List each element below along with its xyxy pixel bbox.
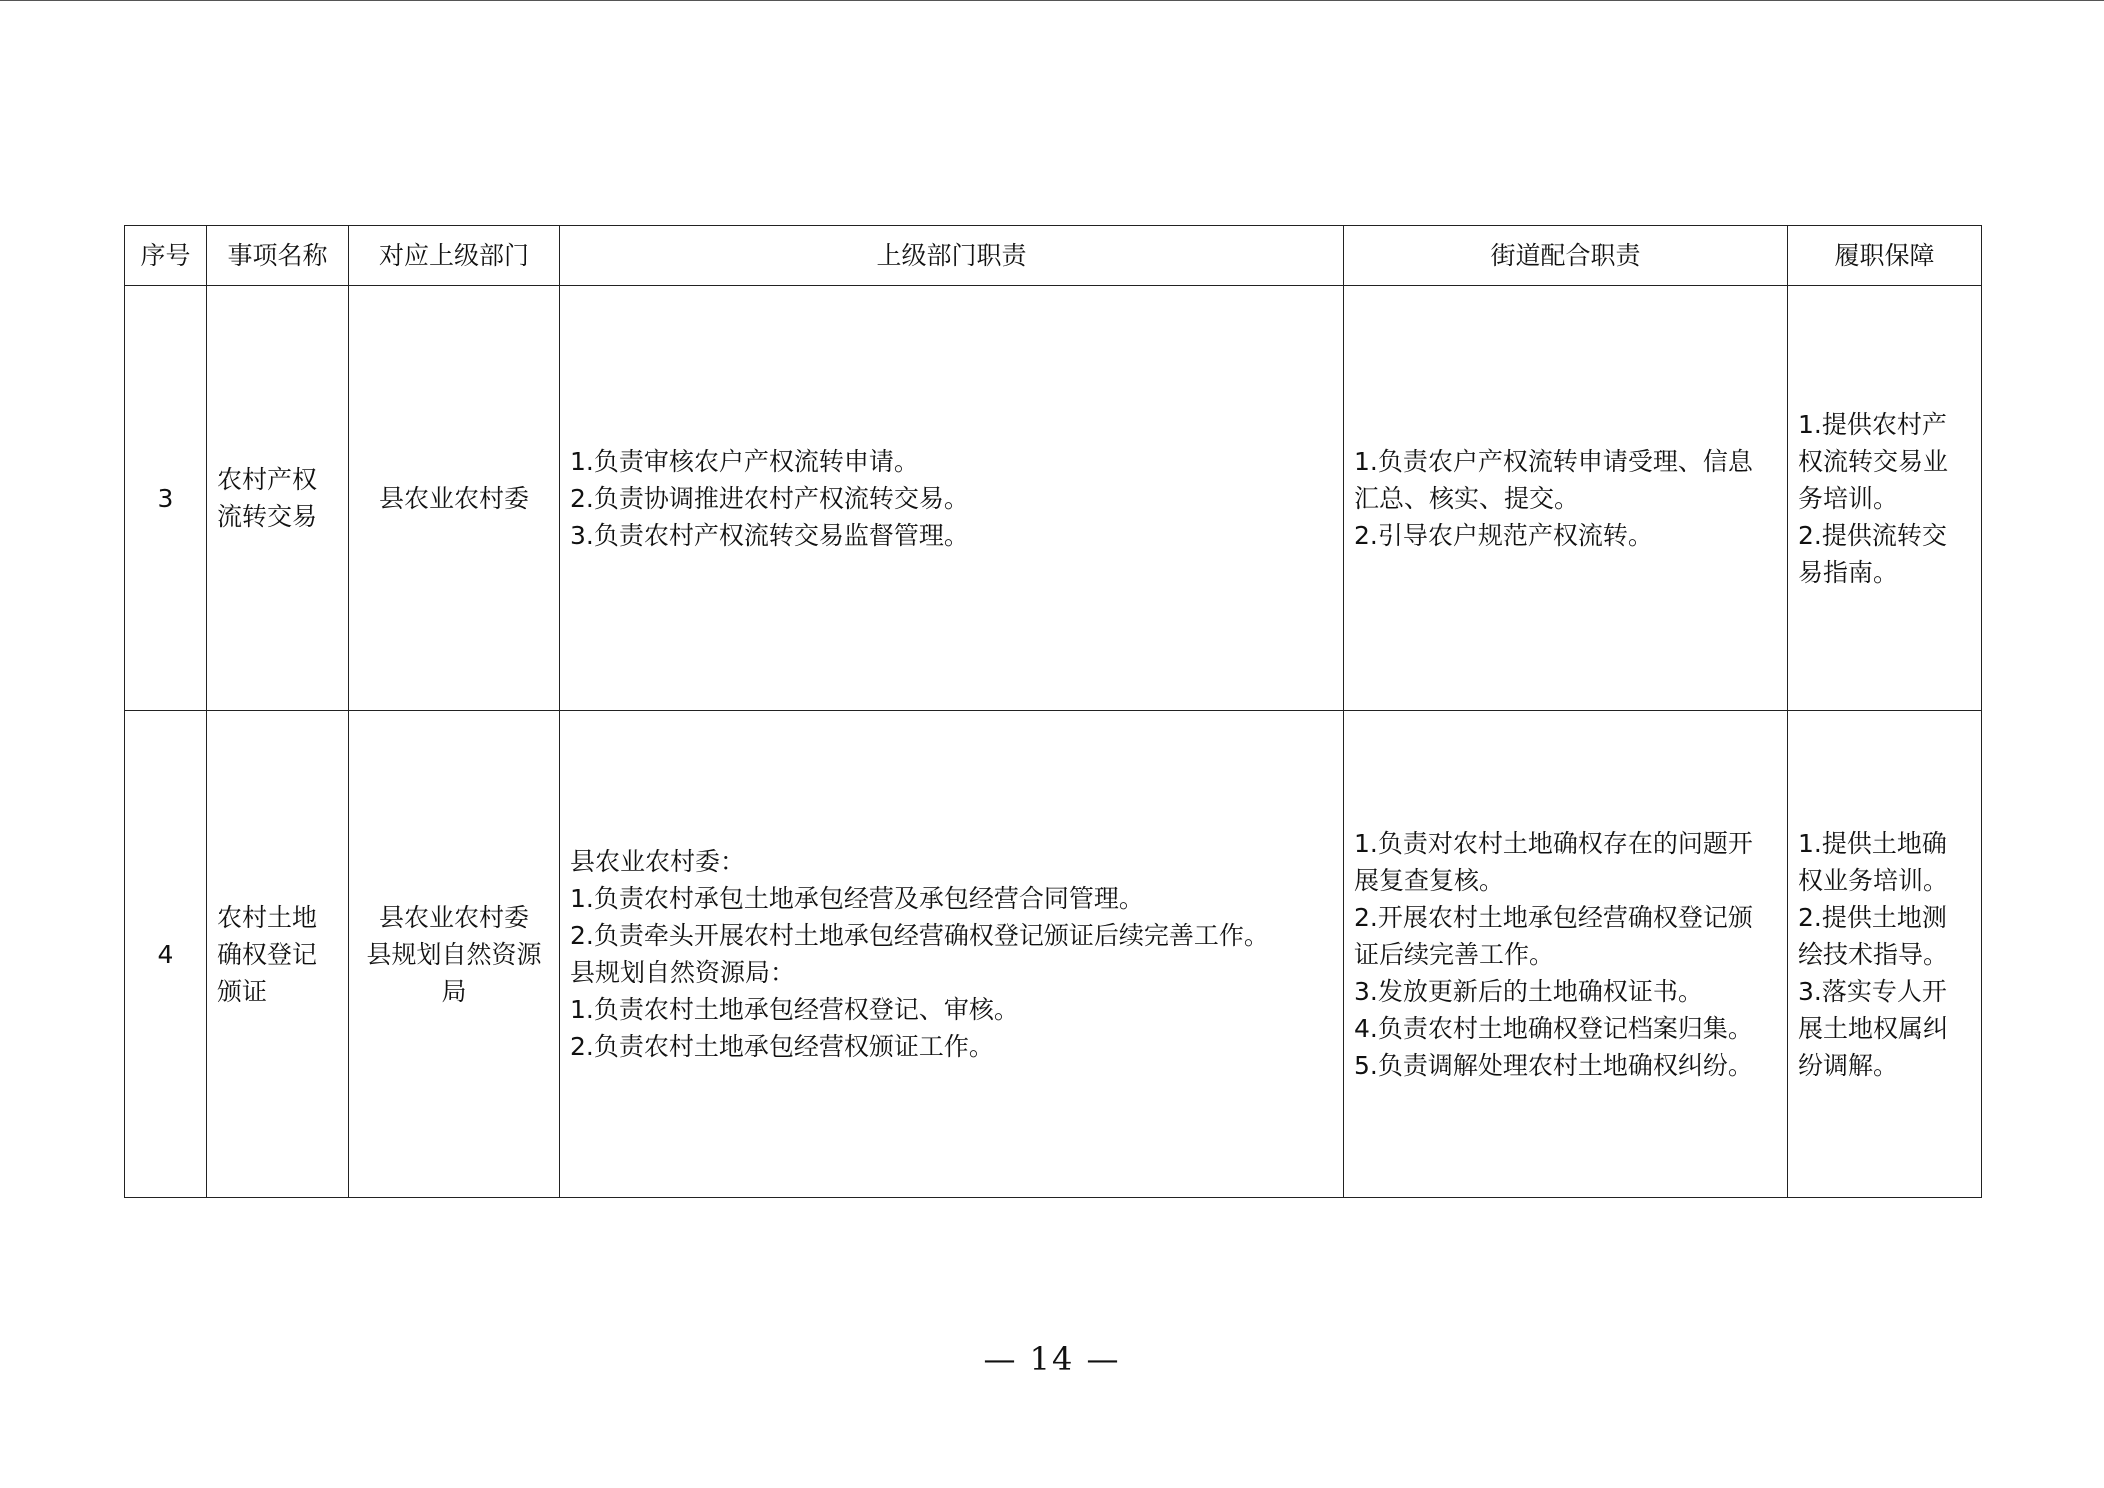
row-guarantee — [1788, 711, 1982, 1198]
cell-line: 1.提供土地确 — [1798, 828, 1947, 858]
cell-line: 县农业农村委 — [378, 483, 529, 513]
page-number: — 14 — — [983, 1340, 1121, 1378]
cell-line: 证后续完善工作。 — [1354, 939, 1555, 969]
table-row — [125, 286, 1982, 711]
cell-line: 2.引导农户规范产权流转。 — [1354, 520, 1653, 550]
cell-line: 2.提供土地测 — [1798, 902, 1947, 932]
header-item-name: 事项名称 — [207, 226, 349, 286]
row-item-name — [207, 286, 349, 711]
cell-line: 权流转交易业 — [1798, 446, 1949, 476]
row-dept-duties — [560, 286, 1344, 711]
cell-line: 局 — [441, 976, 467, 1006]
cell-line: 2.负责协调推进农村产权流转交易。 — [570, 483, 969, 513]
cell-line: 纷调解。 — [1798, 1050, 1899, 1080]
cell-line: 流转交易 — [217, 502, 318, 531]
row-department — [349, 286, 560, 711]
header-index: 序号 — [125, 226, 207, 286]
cell-line: 1.提供农村产 — [1798, 409, 1947, 439]
table-row — [125, 711, 1982, 1198]
cell-line: 1.负责农村承包土地承包经营及承包经营合同管理。 — [570, 884, 1144, 913]
cell-line: 绘技术指导。 — [1798, 939, 1949, 969]
cell-line: 权业务培训。 — [1798, 865, 1949, 895]
cell-line: 县规划自然资源局： — [570, 958, 796, 987]
cell-line: 1.负责审核农户产权流转申请。 — [570, 446, 919, 476]
row-street-duties — [1344, 711, 1788, 1198]
cell-line: 农村土地 — [217, 902, 318, 932]
cell-line: 1.负责对农村土地确权存在的问题开 — [1354, 828, 1753, 858]
cell-line: 3.负责农村产权流转交易监督管理。 — [570, 520, 969, 550]
cell-line: 5.负责调解处理农村土地确权纠纷。 — [1354, 1050, 1753, 1080]
cell-line: 县农业农村委： — [570, 847, 746, 876]
cell-line: 展土地权属纠 — [1798, 1013, 1949, 1043]
cell-line: 2.开展农村土地承包经营确权登记颁 — [1354, 902, 1753, 932]
cell-line: 1.负责农村土地承包经营权登记、审核。 — [570, 995, 1019, 1024]
row-guarantee — [1788, 286, 1982, 711]
cell-line: 汇总、核实、提交。 — [1354, 483, 1580, 513]
row-dept-duties — [560, 711, 1344, 1198]
cell-line: 务培训。 — [1798, 483, 1899, 513]
cell-line: 颁证 — [217, 976, 268, 1006]
header-department: 对应上级部门 — [349, 226, 560, 286]
cell-line: 3.落实专人开 — [1798, 976, 1947, 1006]
cell-line: 易指南。 — [1798, 557, 1899, 587]
cell-line: 1.负责农户产权流转申请受理、信息 — [1354, 446, 1753, 476]
cell-line: 3.发放更新后的土地确权证书。 — [1354, 976, 1703, 1006]
table-header-row — [125, 226, 1982, 286]
cell-line: 4.负责农村土地确权登记档案归集。 — [1354, 1013, 1753, 1043]
row-index: 4 — [125, 711, 207, 1198]
row-item-name — [207, 711, 349, 1198]
cell-line: 2.负责农村土地承包经营权颁证工作。 — [570, 1032, 994, 1061]
top-border-line — [0, 0, 2104, 1]
header-street-duties: 街道配合职责 — [1344, 226, 1788, 286]
cell-line: 农村产权 — [217, 465, 318, 494]
cell-line: 县农业农村委 — [378, 902, 529, 932]
row-department — [349, 711, 560, 1198]
cell-line: 2.负责牵头开展农村土地承包经营确权登记颁证后续完善工作。 — [570, 921, 1269, 950]
header-dept-duties: 上级部门职责 — [560, 226, 1344, 286]
cell-line: 确权登记 — [217, 939, 318, 969]
cell-line: 2.提供流转交 — [1798, 520, 1947, 550]
row-index: 3 — [125, 286, 207, 711]
cell-line: 展复查复核。 — [1354, 865, 1505, 895]
duty-table — [124, 225, 1982, 1198]
header-guarantee: 履职保障 — [1788, 226, 1982, 286]
row-street-duties — [1344, 286, 1788, 711]
cell-line: 县规划自然资源 — [366, 939, 542, 969]
